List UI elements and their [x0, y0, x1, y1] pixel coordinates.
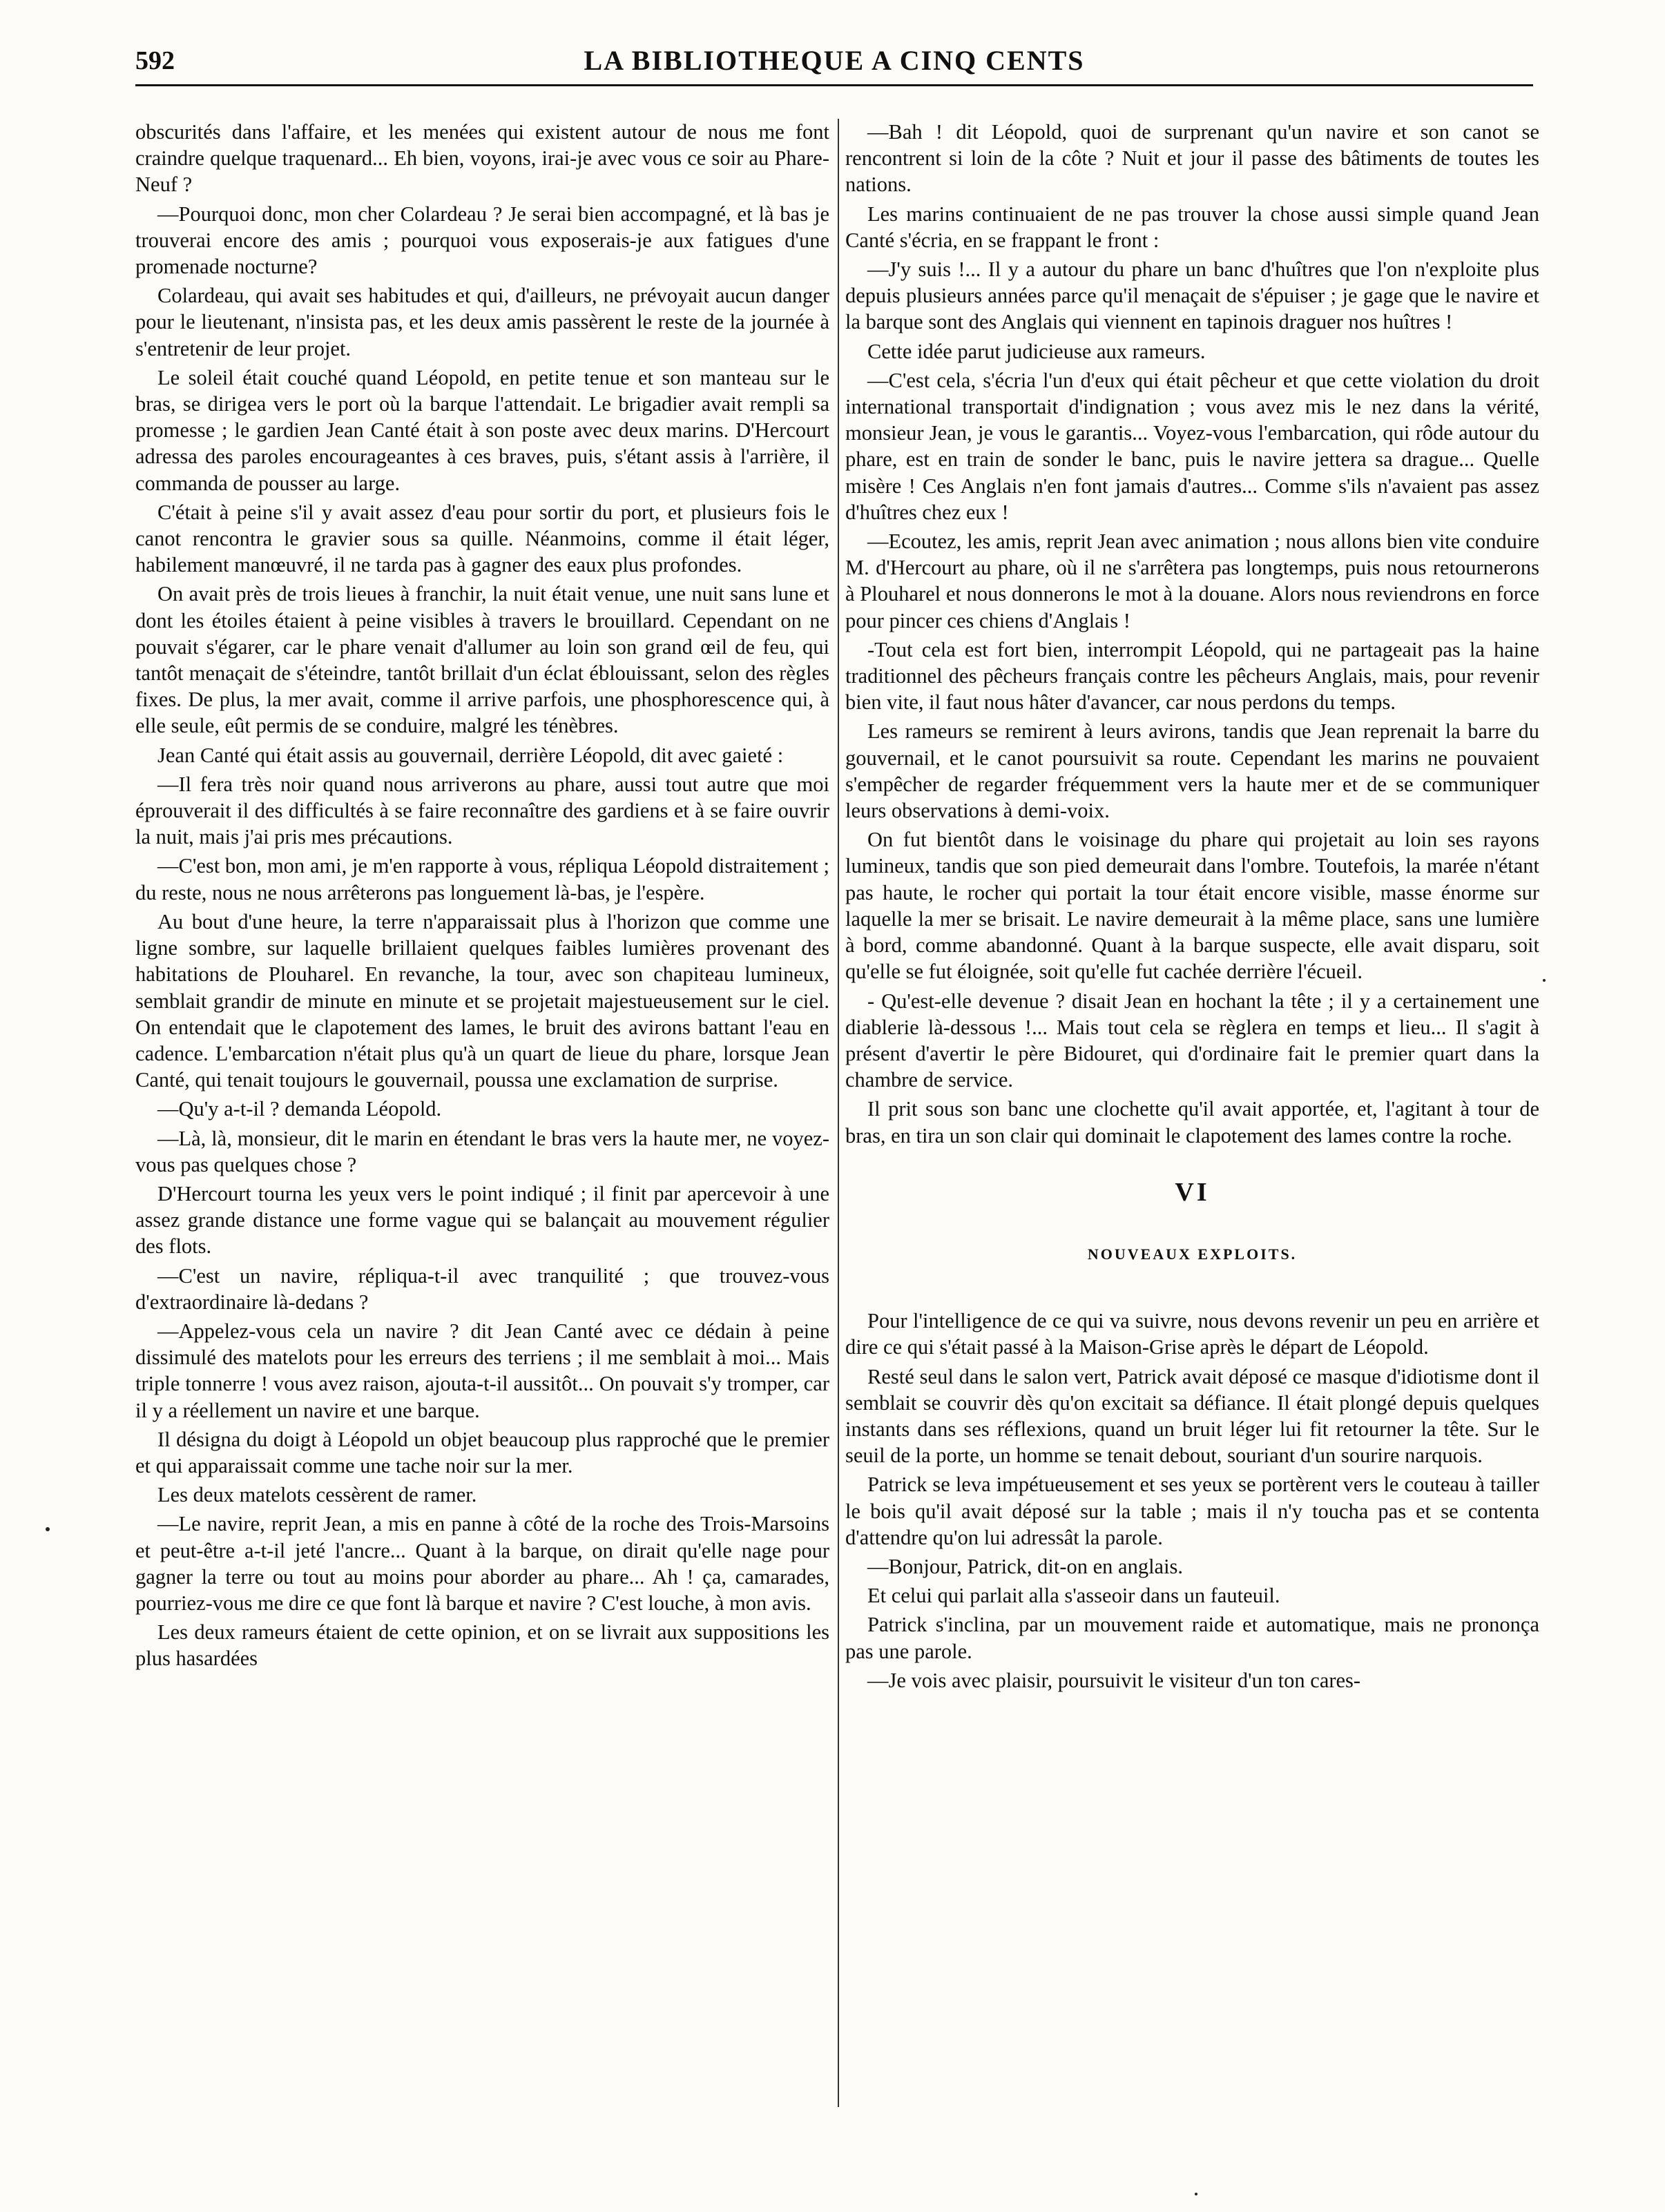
paragraph: On avait près de trois lieues à franchir, la nuit était venue, une nuit sans lune et dont les étoiles étaient à peine visibles à travers le brouillard. Cependant on ne pouvait s'égarer, car le phare venait d'allumer au loin son grand œil de feu, qui tantôt menaçait de s'éteindre, tantôt brillait d'un éclat éblouissant, selon des règles fixes. De plus, la mer avait, comme il arrive parfois, une phosphorescence qui, à elle seule, eût permis de se conduire, malgré les ténèbres. [135, 582, 829, 738]
paragraph: —C'est cela, s'écria l'un d'eux qui était pêcheur et que cette violation du droit international transportait d'indignation ; vous avez mis le nez dans la vérité, monsieur Jean, je vous le garantis... Voyez-vous l'embarcation, qui rôde autour du phare, est en train de sonder le banc, puis le navire jettera sa drague... Quelle misère ! Ces Anglais n'en font jamais d'autres... Comme s'ils n'avaient pas assez d'huîtres chez eux ! [845, 368, 1539, 524]
right-column [845, 119, 1539, 2176]
paragraph: —Bonjour, Patrick, dit-on en anglais. [867, 1554, 1184, 1578]
paragraph: —C'est un navire, répliqua-t-il avec tranquilité ; que trouvez-vous d'extraordinaire là-dedans ? [135, 1263, 829, 1314]
left-column [135, 119, 829, 2176]
paragraph: Jean Canté qui était assis au gouvernail, derrière Léopold, dit avec gaieté : [157, 743, 784, 767]
ink-speck [46, 1527, 50, 1531]
paragraph: —Ecoutez, les amis, reprit Jean avec animation ; nous allons bien vite conduire M. d'Hercourt au phare, où il ne s'arrêtera pas longtemps, puis nous retournerons à Plouharel et nous donnerons le mot à la douane. Alors nous reviendrons en force pour pincer ces chiens d'Anglais ! [845, 530, 1539, 632]
paragraph: Il désigna du doigt à Léopold un objet beaucoup plus rapproché que le premier et qui apparaissait comme une tache noir sur la mer. [135, 1427, 829, 1477]
paragraph: —Appelez-vous cela un navire ? dit Jean Canté avec ce dédain à peine dissimulé des matelots pour les erreurs des terriens ; il me semblait à moi... Mais triple tonnerre ! vous avez raison, ajouta-t-il aussitôt... On pouvait s'y tromper, car il y a réellement un navire et une barque. [135, 1319, 829, 1422]
paragraph: Pour l'intelligence de ce qui va suivre, nous devons revenir un peu en arrière et dire ce qui s'était passé à la Maison-Grise après le départ de Léopold. [845, 1309, 1539, 1359]
paragraph: —C'est bon, mon ami, je m'en rapporte à vous, répliqua Léopold distraitement ; du reste, nous ne nous arrêterons pas longuement là-bas, je l'espère. [135, 854, 829, 904]
paragraph: Patrick se leva impétueusement et ses yeux se portèrent vers le couteau à tailler le bois qu'il avait déposé sur la table ; mais il n'y toucha pas et se contenta d'attendre qu'on lui adressât la parole. [845, 1473, 1539, 1549]
paragraph: C'était à peine s'il y avait assez d'eau pour sortir du port, et plusieurs fois le canot rencontra le gravier sous sa quille. Néanmoins, comme il était léger, habilement manœuvré, il ne tarda pas à gagner des eaux plus profondes. [135, 500, 829, 577]
paragraph: Au bout d'une heure, la terre n'apparaissait plus à l'horizon que comme une ligne sombre, sur laquelle brillaient quelques faibles lumières provenant des habitations de Plouharel. En revanche, la tour, avec son chapiteau lumineux, semblait grandir de minute en minute et se projetait majestueusement sur le ciel. On entendait que le clapotement des lames, le bruit des avirons battant l'eau en cadence. L'embarcation n'était plus qu'à un quart de lieue du phare, lorsque Jean Canté, qui tenait toujours le gouvernail, poussa une exclamation de surprise. [135, 909, 829, 1092]
page-header [135, 43, 1533, 86]
page-number: 592 [135, 46, 175, 75]
ink-speck [1195, 2193, 1197, 2195]
paragraph: Cette idée parut judicieuse aux rameurs. [867, 339, 1206, 363]
paragraph: Les marins continuaient de ne pas trouver la chose aussi simple quand Jean Canté s'écria, en se frappant le front : [845, 202, 1539, 252]
paragraph: obscurités dans l'affaire, et les menées qui existent autour de nous me font craindre quelque traquenard... Eh bien, voyons, irai-je avec vous ce soir au Phare-Neuf ? [135, 120, 829, 197]
paragraph: —Bah ! dit Léopold, quoi de surprenant qu'un navire et son canot se rencontrent si loin de la côte ? Nuit et jour il passe des bâtiments de toutes les nations. [845, 120, 1539, 197]
chapter-title: NOUVEAUX EXPLOITS. [1087, 1245, 1298, 1263]
paragraph: Et celui qui parlait alla s'asseoir dans un fauteuil. [867, 1584, 1280, 1608]
paragraph: Le soleil était couché quand Léopold, en petite tenue et son manteau sur le bras, se dirigea vers le port où la barque l'attendait. Le brigadier avait rempli sa promesse ; le gardien Jean Canté était à son poste avec deux marins. D'Hercourt adressa des paroles encourageantes à ces braves, puis, s'étant assis à l'arrière, il commanda de pousser au large. [135, 365, 829, 495]
paragraph: Les deux matelots cessèrent de ramer. [157, 1483, 477, 1507]
paragraph: —Je vois avec plaisir, poursuivit le visiteur d'un ton cares- [867, 1668, 1361, 1692]
paragraph: D'Hercourt tourna les yeux vers le point indiqué ; il finit par apercevoir à une assez grande distance une forme vague qui se balançait au mouvement régulier des flots. [135, 1181, 829, 1259]
paragraph: —Là, là, monsieur, dit le marin en étendant le bras vers la haute mer, ne voyez-vous pas quelques chose ? [135, 1126, 829, 1176]
paragraph: -Tout cela est fort bien, interrompit Léopold, qui ne partageait pas la haine traditionnel des pêcheurs français contre les pêcheurs Anglais, mais, pour revenir bien vite, il faut nous hâter d'avancer, car nous perdons du temps. [845, 637, 1539, 715]
paragraph: —J'y suis !... Il y a autour du phare un banc d'huîtres que l'on n'exploite plus depuis plusieurs années parce qu'il menaçait de s'épuiser ; je gage que le navire et la barque sont des Anglais qui viennent en tapinois draguer nos huîtres ! [845, 258, 1539, 334]
paragraph: Il prit sous son banc une clochette qu'il avait apportée, et, l'agitant à tour de bras, en tira un son clair qui dominait le clapotement des lames contre la roche. [845, 1097, 1539, 1147]
ink-speck [1543, 979, 1546, 982]
paragraph: —Pourquoi donc, mon cher Colardeau ? Je serai bien accompagné, et là bas je trouverai encore des amis ; pourquoi vous exposerais-je aux fatigues d'une promenade nocturne? [135, 202, 829, 279]
paragraph: Patrick s'inclina, par un mouvement raide et automatique, mais ne prononça pas une parole. [845, 1613, 1539, 1663]
paragraph: Les rameurs se remirent à leurs avirons, tandis que Jean reprenait la barre du gouvernail, et le canot poursuivit sa route. Cependant les marins ne pouvaient s'empêcher de regarder fréquemment vers la haute mer et de se communiquer leurs observations à demi-voix. [845, 719, 1539, 823]
paragraph: - Qu'est-elle devenue ? disait Jean en hochant la tête ; il y a certainement une diablerie là-dessous !... Mais tout cela se règlera en temps et lieu... Il s'agit à présent d'avertir le père Bidouret, qui d'ordinaire fait le premier quart dans la chambre de service. [845, 989, 1539, 1092]
paragraph: —Il fera très noir quand nous arriverons au phare, aussi tout autre que moi éprouverait il des difficultés à se faire reconnaître des gardiens et à se faire ouvrir la nuit, mais j'ai pris mes précautions. [135, 772, 829, 849]
chapter-number: VI [1175, 1177, 1210, 1207]
paragraph: On fut bientôt dans le voisinage du phare qui projetait au loin ses rayons lumineux, tandis que son pied demeurait dans l'ombre. Toutefois, la marée n'étant pas haute, le rocher qui portait la tour était encore visible, masse énorme sur laquelle la mer se brisait. Le navire demeurait à la même place, sans une lumière à bord, comme abandonné. Quant à la barque suspecte, elle avait disparu, soit qu'elle se fut éloignée, soit qu'elle fut cachée derrière l'écueil. [845, 828, 1539, 984]
paragraph: —Le navire, reprit Jean, a mis en panne à côté de la roche des Trois-Marsoins et peut-être a-t-il jeté l'ancre... Quant à la barque, on dirait qu'elle nage pour gagner la terre ou tout au moins pour aborder au phare... Ah ! ça, camarades, pourriez-vous me dire ce que font là barque et navire ? C'est louche, à mon avis. [135, 1512, 829, 1615]
paragraph: —Qu'y a-t-il ? demanda Léopold. [157, 1097, 442, 1121]
paragraph: Colardeau, qui avait ses habitudes et qui, d'ailleurs, ne prévoyait aucun danger pour le lieutenant, n'insista pas, et les deux amis passèrent le reste de la journée à s'entretenir de leur projet. [135, 284, 829, 360]
column-divider [838, 119, 839, 2107]
paragraph: Les deux rameurs étaient de cette opinion, et on se livrait aux suppositions les plus hasardées [135, 1620, 829, 1671]
running-title: LA BIBLIOTHEQUE A CINQ CENTS [584, 45, 1085, 76]
paragraph: Resté seul dans le salon vert, Patrick avait déposé ce masque d'idiotisme dont il semblait se couvrir dès qu'on excitait sa défiance. Il était plongé depuis quelques instants dans ses réflexions, quand un bruit léger lui fit retourner la tête. Sur le seuil de la porte, un homme se tenait debout, souriant d'un sourire narquois. [845, 1364, 1539, 1468]
